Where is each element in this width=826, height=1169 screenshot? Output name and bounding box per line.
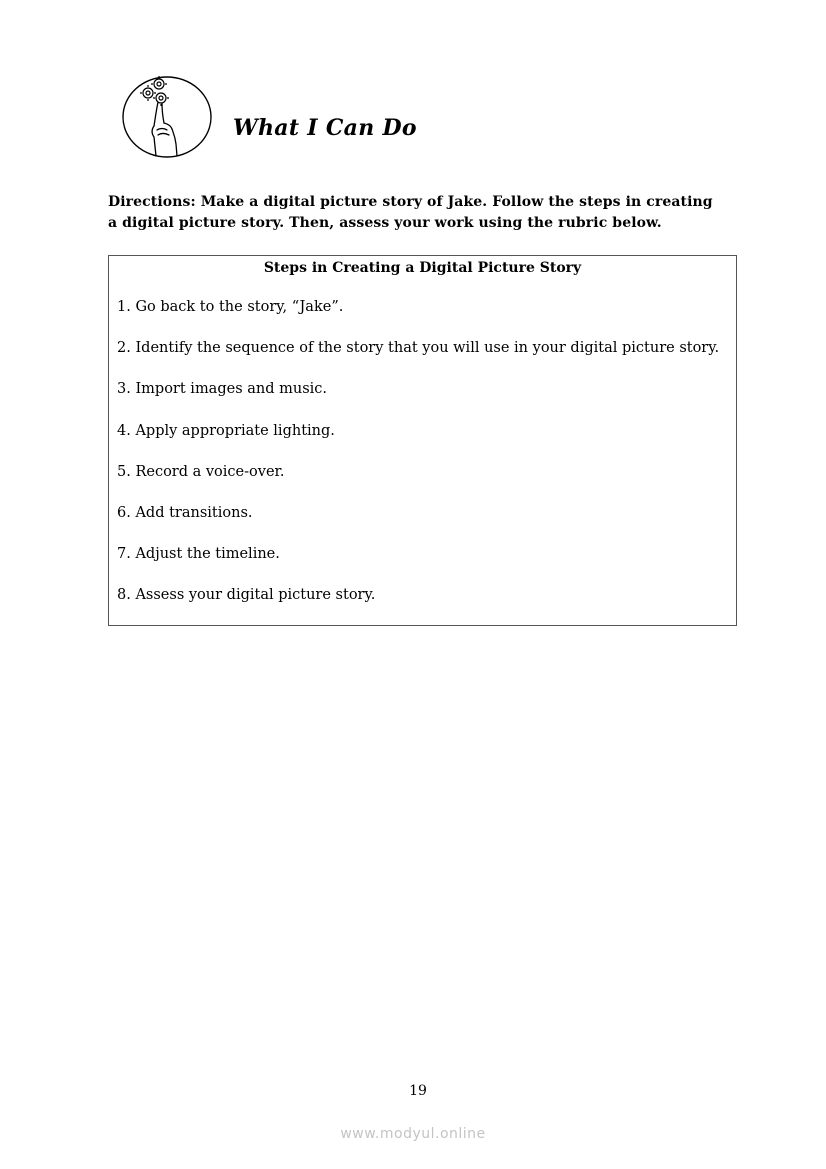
hand-holding-gears-icon bbox=[120, 74, 214, 160]
steps-box bbox=[108, 255, 737, 626]
steps-list bbox=[117, 297, 719, 627]
directions-line-1: Directions: Make a digital picture story of Jake. Follow the steps in creating bbox=[108, 194, 713, 210]
step-item: 2. Identify the sequence of the story that you will use in your digital picture story. bbox=[117, 340, 720, 357]
step-item: 6. Add transitions. bbox=[117, 504, 253, 521]
step-item: 7. Adjust the timeline. bbox=[117, 546, 280, 563]
section-title: What I Can Do bbox=[233, 115, 417, 141]
steps-box-title: Steps in Creating a Digital Picture Story bbox=[263, 260, 582, 276]
watermark: www.modyul.online bbox=[340, 1126, 486, 1142]
directions-text bbox=[108, 192, 748, 234]
step-item: 8. Assess your digital picture story. bbox=[117, 587, 376, 604]
step-item: 1. Go back to the story, “Jake”. bbox=[117, 299, 344, 315]
directions-line-2: a digital picture story. Then, assess your work using the rubric below. bbox=[108, 215, 662, 231]
page-number: 19 bbox=[409, 1083, 427, 1099]
step-item: 5. Record a voice-over. bbox=[117, 463, 285, 480]
step-item: 3. Import images and music. bbox=[117, 381, 328, 398]
step-item: 4. Apply appropriate lighting. bbox=[117, 422, 335, 439]
